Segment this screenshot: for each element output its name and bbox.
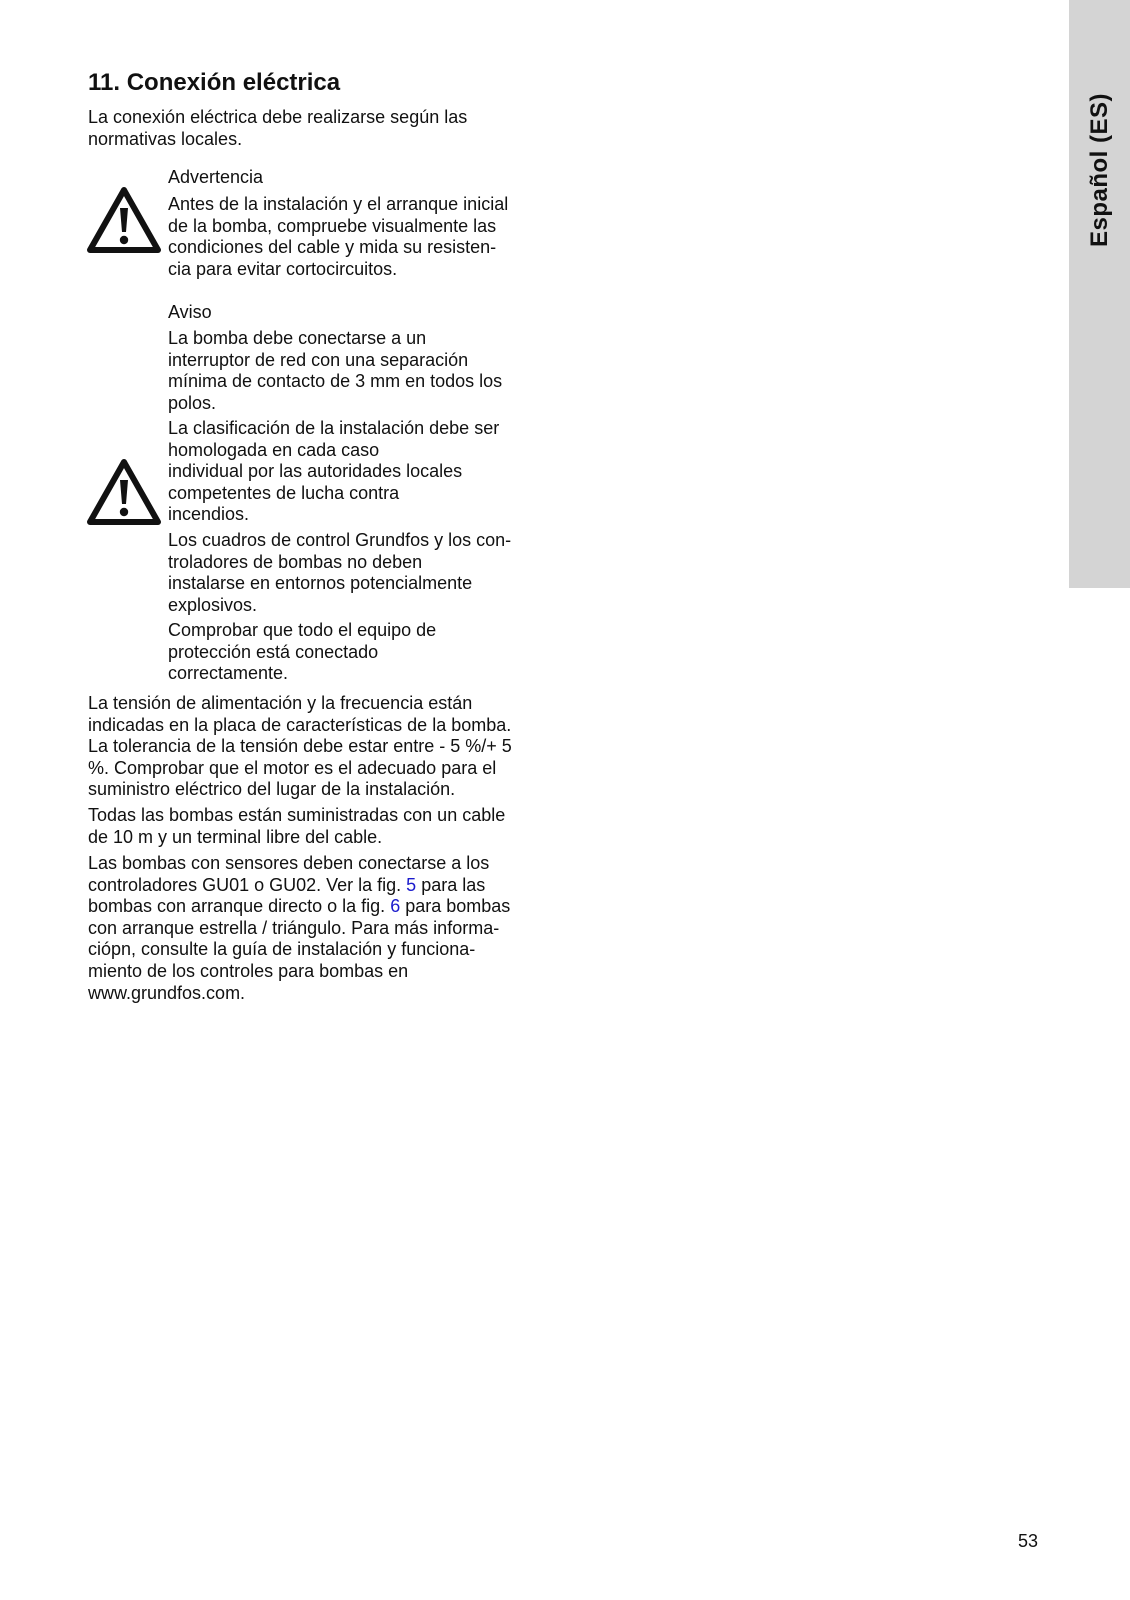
notice-paragraph: Comprobar que todo el equipo de protección está conectado correctamente.	[168, 620, 437, 684]
language-tab-label: Español (ES)	[1085, 92, 1113, 248]
cable-paragraph: Todas las bombas están suministradas con un cable de 10 m y un terminal libre del cable.	[88, 805, 506, 847]
language-side-tab	[1069, 0, 1130, 588]
notice-title: Aviso	[168, 302, 212, 322]
figure-6-link[interactable]: 6	[390, 896, 401, 917]
section-heading: 11. Conexión eléctrica	[88, 69, 341, 96]
notice-paragraph: La clasificación de la instalación debe ser homologada en cada caso individual por las autoridades locales competentes de lucha contra incendios.	[168, 418, 500, 525]
intro-paragraph: La conexión eléctrica debe realizarse según las normativas locales.	[88, 107, 468, 149]
notice-paragraph: Los cuadros de control Grundfos y los con- troladores de bombas no deben instalarse en entornos potencialmente explosivos.	[168, 530, 512, 615]
warning-title: Advertencia	[168, 167, 264, 187]
sensor-text: para bombas con arranque estrella / triángulo. Para más informa- ciópn, consulte la guía de instalación y funciona- miento de los controles para bombas en www.grundfos.com.	[88, 896, 511, 1003]
notice-triangle-icon	[86, 458, 162, 526]
sensor-text: para las bombas con arranque directo o la fig.	[88, 874, 486, 917]
figure-5-link[interactable]: 5	[406, 874, 417, 895]
voltage-paragraph: La tensión de alimentación y la frecuencia están indicadas en la placa de características de la bomba. La tolerancia de la tensión debe estar entre - 5 %/+ 5 %. Comprobar que el motor es el adecuado para el suministro eléctrico del lugar de la instalación.	[88, 693, 512, 800]
warning-body: Antes de la instalación y el arranque inicial de la bomba, compruebe visualmente las condiciones del cable y mida su resisten- cia para evitar cortocircuitos.	[168, 194, 509, 279]
notice-paragraph: La bomba debe conectarse a un interruptor de red con una separación mínima de contacto de 3 mm en todos los polos.	[168, 328, 503, 413]
sensor-text: Las bombas con sensores deben conectarse a los controladores GU01 o GU02. Ver la fig.	[88, 853, 490, 895]
page-number: 53	[1018, 1531, 1039, 1551]
sensor-paragraph	[88, 853, 510, 1004]
warning-triangle-icon	[86, 186, 162, 254]
